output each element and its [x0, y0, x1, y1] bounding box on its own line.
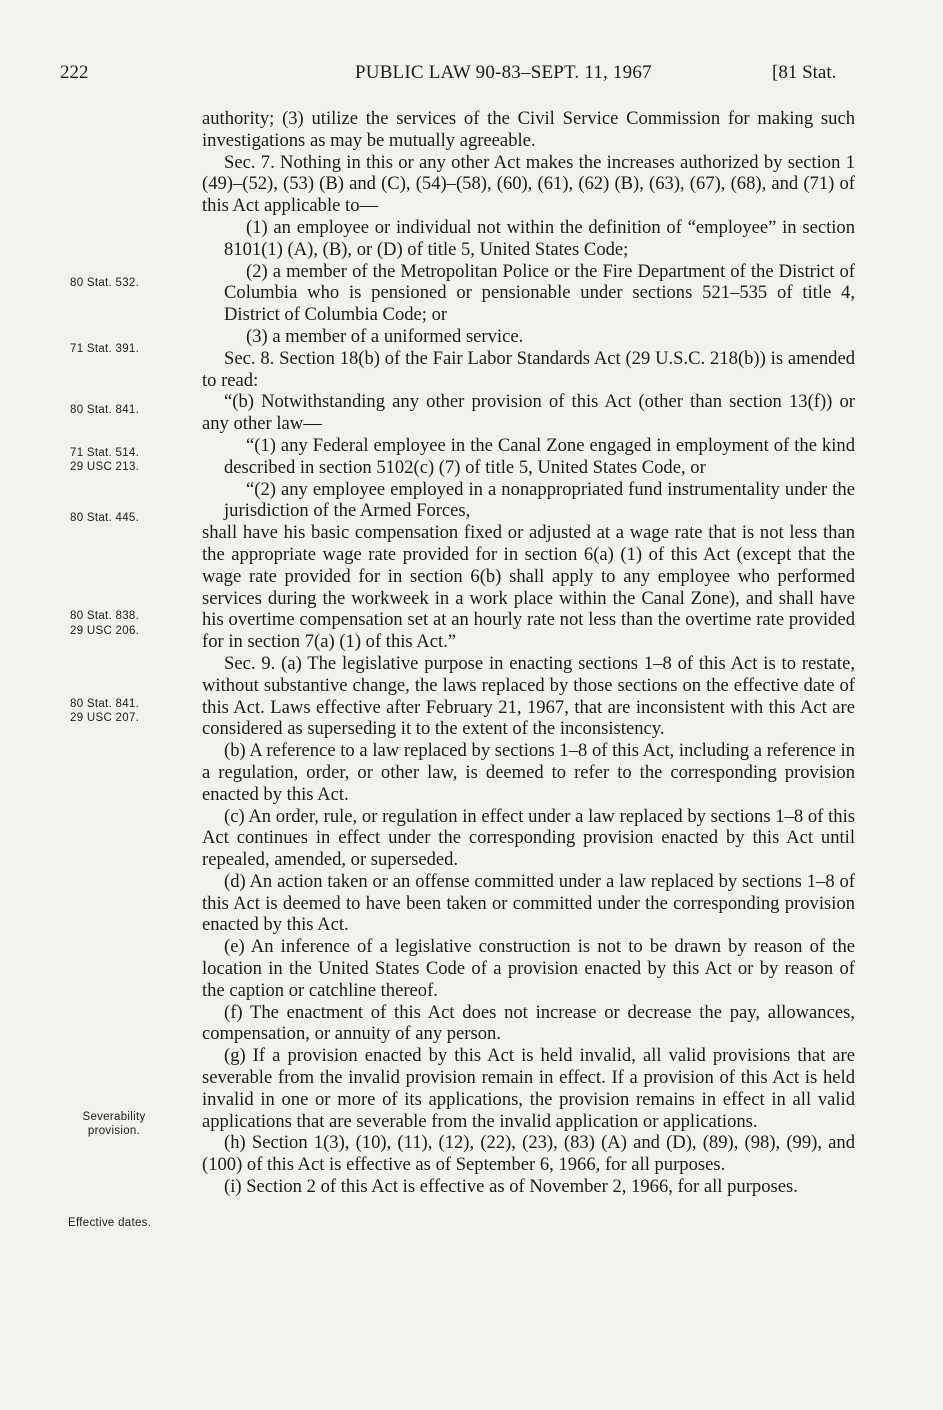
margin-note: 80 Stat. 841. — [70, 404, 140, 416]
paragraph: (h) Section 1(3), (10), (11), (12), (22), (23), (83) (A) and (D), (89), (98), (99), and (100) of this Act is effective as of September 6, 1966, for all purposes. — [202, 1132, 855, 1176]
paragraph: (b) A reference to a law replaced by sections 1–8 of this Act, including a reference in a regulation, order, or other law, is deemed to refer to the corresponding provision enacted by this Act. — [202, 740, 855, 805]
margin-note: 29 USC 207. — [70, 712, 140, 724]
page-number: 222 — [60, 62, 89, 83]
paragraph: “(b) Notwithstanding any other provision of this Act (other than section 13(f)) or any other law— — [202, 391, 855, 435]
margin-note: 80 Stat. 532. — [70, 277, 140, 289]
statute-volume: [81 Stat. — [772, 62, 837, 83]
paragraph: (3) a member of a uniformed service. — [246, 325, 524, 347]
margin-note: Severability — [82, 1111, 146, 1123]
paragraph: shall have his basic compensation fixed or adjusted at a wage rate that is not less than the appropriate wage rate provided for in section 6(a) (1) of this Act (except that the wage rate provided for in section 6(b) shall apply to any employee who performed services during the workweek in a work place within the Canal Zone), and shall have his overtime compensation set at an hourly rate not less than the overtime rate provided for in section 7(a) (1) of this Act.” — [202, 522, 855, 653]
paragraph: “(1) any Federal employee in the Canal Zone engaged in employment of the kind described in section 5102(c) (7) of title 5, United States Code, or — [224, 434, 855, 478]
margin-note: 29 USC 206. — [70, 625, 140, 637]
paragraph: (2) a member of the Metropolitan Police or the Fire Department of the District of Columbia who is pensioned or pensionable under sections 521–535 of title 4, District of Columbia Code; or — [224, 260, 855, 326]
margin-note: 80 Stat. 838. — [70, 610, 140, 622]
margin-note: Effective dates. — [68, 1217, 152, 1229]
paragraph: authority; (3) utilize the services of the Civil Service Commission for making such investigations as may be mutually agreeable. — [202, 108, 855, 151]
paragraph: (i) Section 2 of this Act is effective as of November 2, 1966, for all purposes. — [224, 1176, 798, 1198]
margin-note: 80 Stat. 841. — [70, 698, 140, 710]
paragraph: Sec. 7. Nothing in this or any other Act makes the increases authorized by section 1 (49)–(52), (53) (B) and (C), (54)–(58), (60), (61), (62) (B), (63), (67), (68), and (71) of this Act applicable to— — [202, 151, 855, 217]
page-header — [0, 62, 943, 92]
running-title: PUBLIC LAW 90-83–SEPT. 11, 1967 — [355, 62, 652, 83]
margin-note: 71 Stat. 391. — [70, 343, 140, 355]
paragraph: Sec. 9. (a) The legislative purpose in enacting sections 1–8 of this Act is to restate, without substantive change, the laws replaced by those sections on the effective date of this Act. Laws effective after February 21, 1967, that are inconsistent with this Act are considered as superseding it to the extent of the inconsistency. — [202, 652, 855, 740]
paragraph: Sec. 8. Section 18(b) of the Fair Labor Standards Act (29 U.S.C. 218(b)) is amended to read: — [202, 347, 855, 391]
margin-note: 29 USC 213. — [70, 461, 140, 473]
paragraph: (c) An order, rule, or regulation in effect under a law replaced by sections 1–8 of this Act continues in effect under the corresponding provision enacted by this Act until repealed, amended, or superseded. — [202, 805, 855, 871]
paragraph: (e) An inference of a legislative construction is not to be drawn by reason of the location in the United States Code of a provision enacted by this Act or by reason of the caption or catchline thereof. — [202, 936, 855, 1001]
margin-note: 71 Stat. 514. — [70, 447, 140, 459]
paragraph: (1) an employee or individual not within the definition of “employee” in section 8101(1) (A), (B), or (D) of title 5, United States Code; — [224, 216, 855, 260]
paragraph: (f) The enactment of this Act does not increase or decrease the pay, allowances, compensation, or annuity of any person. — [202, 1001, 855, 1045]
margin-note: 80 Stat. 445. — [70, 512, 140, 524]
paragraph: “(2) any employee employed in a nonappropriated fund instrumentality under the jurisdiction of the Armed Forces, — [224, 478, 855, 522]
body-text — [202, 108, 855, 1198]
paragraph: (d) An action taken or an offense committed under a law replaced by sections 1–8 of this Act is deemed to have been taken or committed under the corresponding provision enacted by this Act. — [202, 870, 855, 936]
paragraph: (g) If a provision enacted by this Act is held invalid, all valid provisions that are severable from the invalid provision remain in effect. If a provision of this Act is held invalid in one or more of its applications, the provision remains in effect in all valid applications that are severable from the invalid application or applications. — [202, 1045, 855, 1132]
margin-note: provision. — [87, 1125, 141, 1137]
